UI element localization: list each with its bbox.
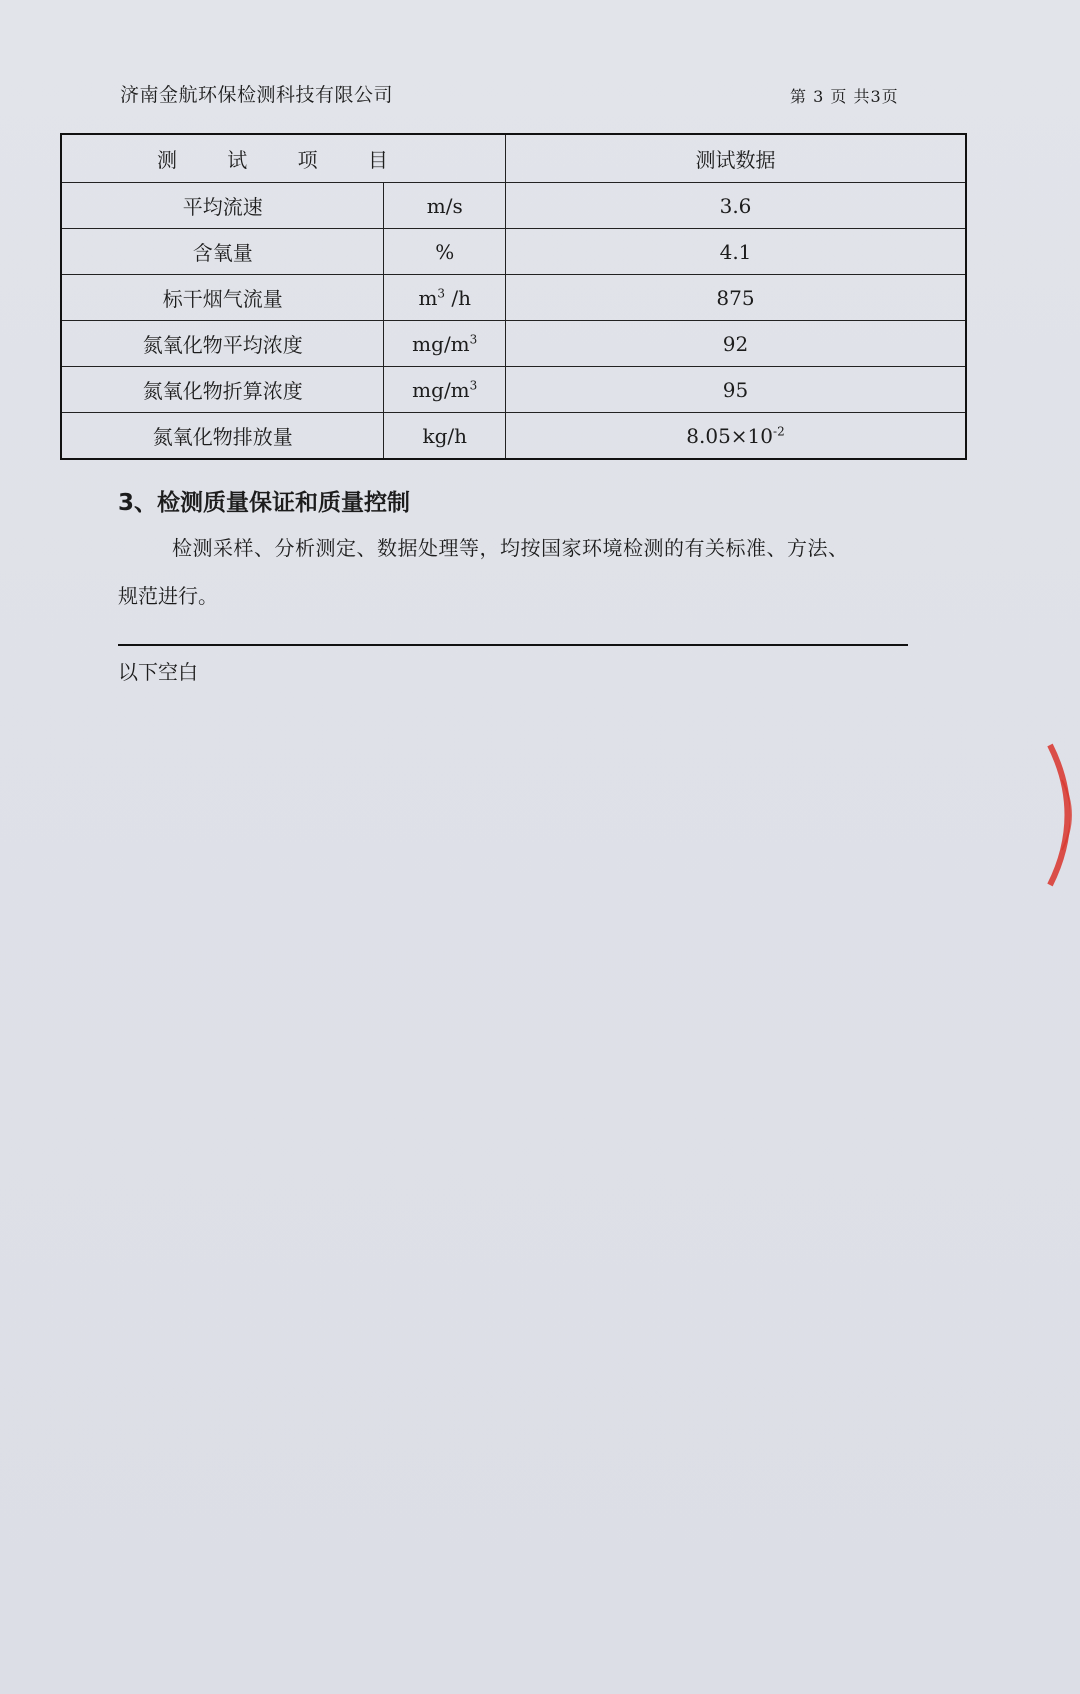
row-unit: m/s	[384, 183, 506, 229]
paragraph-line: 检测采样、分析测定、数据处理等，均按国家环境检测的有关标准、方法、	[172, 536, 849, 560]
divider-line	[118, 644, 908, 646]
row-item: 氮氧化物平均浓度	[61, 321, 384, 367]
row-value: $8.05\times 10^{-2}$	[506, 413, 967, 460]
row-value: 4.1	[506, 229, 967, 275]
test-data-table	[60, 133, 967, 460]
header-test-item: 测 试 项 目	[61, 134, 506, 183]
row-value: 875	[506, 275, 967, 321]
paragraph-line: 规范进行。	[118, 584, 218, 608]
row-unit: $mg/m^3$	[384, 321, 506, 367]
table-row	[61, 229, 966, 275]
section-title: 3、检测质量保证和质量控制	[118, 490, 411, 516]
row-unit: $m^3$ /h	[384, 275, 506, 321]
blank-below-note: 以下空白	[118, 660, 198, 684]
table-header-row	[61, 134, 966, 183]
row-item: 氮氧化物排放量	[61, 413, 384, 460]
row-unit: %	[384, 229, 506, 275]
row-item: 氮氧化物折算浓度	[61, 367, 384, 413]
table-row	[61, 321, 966, 367]
table-row	[61, 183, 966, 229]
row-item: 含氧量	[61, 229, 384, 275]
table-row	[61, 367, 966, 413]
row-value: 3.6	[506, 183, 967, 229]
row-value: 92	[506, 321, 967, 367]
row-unit: $mg/m^3$	[384, 367, 506, 413]
row-item: 标干烟气流量	[61, 275, 384, 321]
page-number: 第 3 页 共3页	[790, 87, 899, 106]
row-unit: kg/h	[384, 413, 506, 460]
row-value: 95	[506, 367, 967, 413]
company-name: 济南金航环保检测科技有限公司	[120, 84, 394, 106]
row-item: 平均流速	[61, 183, 384, 229]
table-row	[61, 413, 966, 460]
seal-stamp-icon	[1040, 740, 1080, 890]
table-row	[61, 275, 966, 321]
header-test-data: 测试数据	[506, 134, 967, 183]
